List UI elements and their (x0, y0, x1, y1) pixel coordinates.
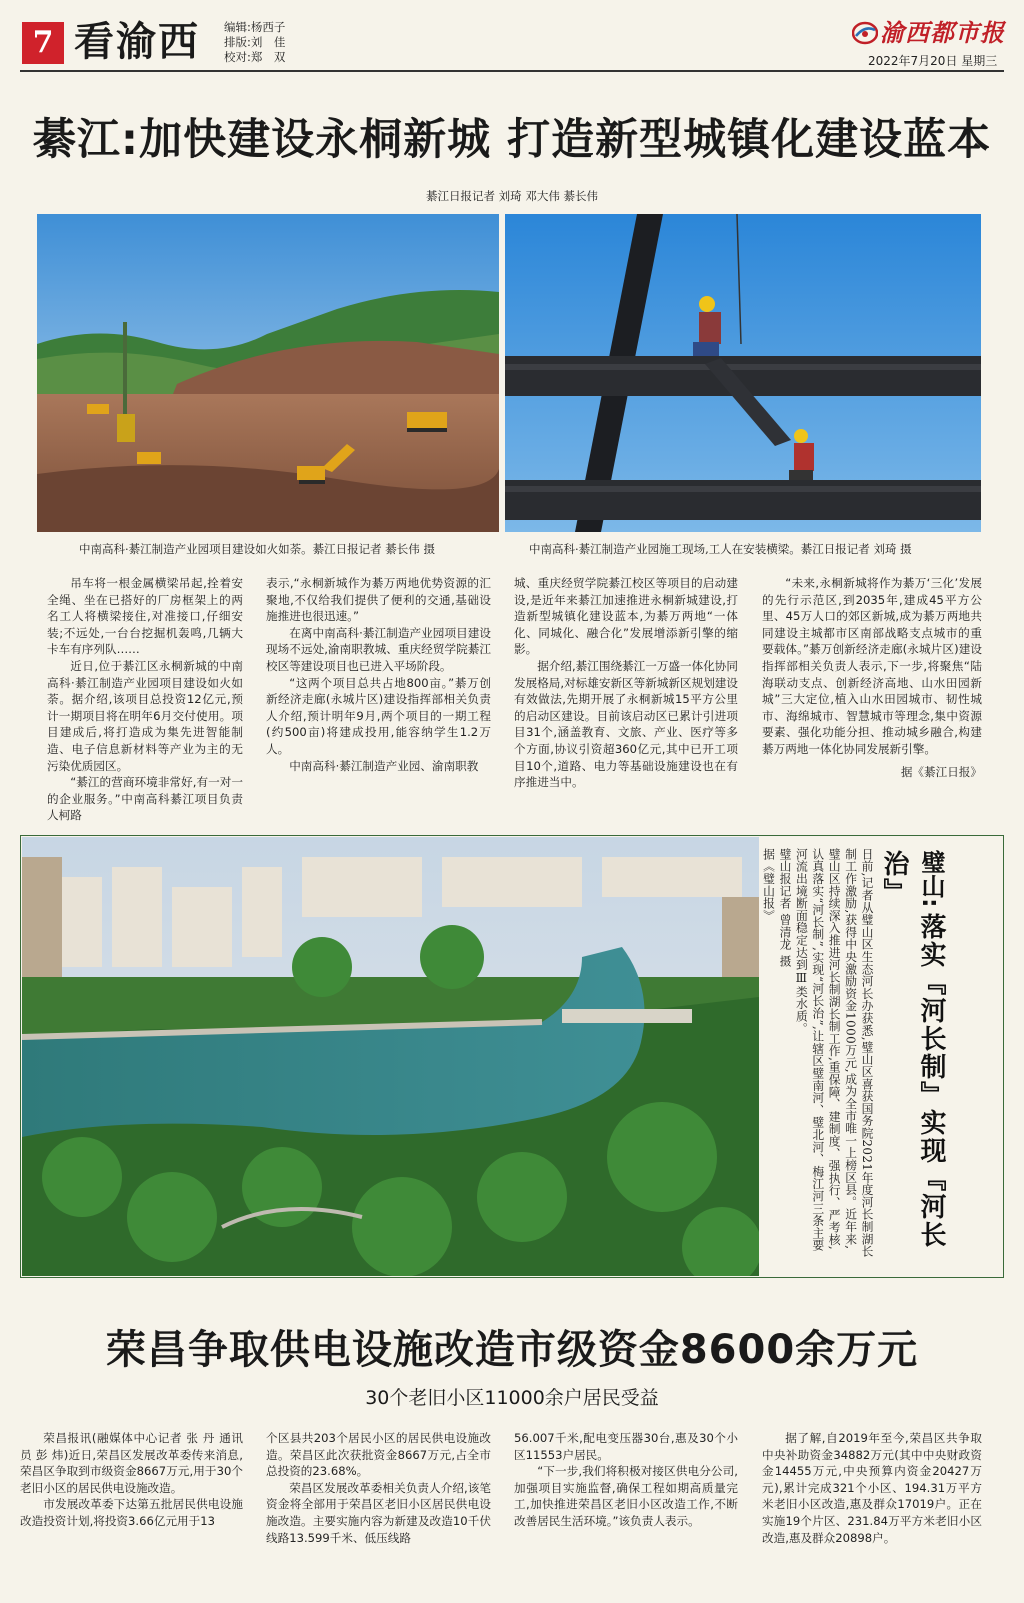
bishan-story-text (761, 848, 875, 1260)
paragraph: 中南高科·綦江制造产业园、渝南职教 (289, 758, 479, 773)
paragraph: “綦江的营商环境非常好,有一对一的企业服务。”中南高科綦江项目负责人柯路 (47, 775, 243, 823)
story1-source: 据《綦江日报》 (900, 764, 982, 779)
editor-line: 编辑:杨西子 (224, 20, 286, 34)
bishan-body: 日前,记者从璧山区生态河长办获悉,璧山区喜获国务院2021年度河长制湖长制工作激励,获得中央激励资金1000万元,成为全市唯一上榜区县。近年来,璧山区持续深入推进河长制湖长制工作,重保障、建制度、强执行、严考核,认真落实“河长制”,实现“河长治”,让辖区璧南河、璧北河、梅江河三条主要河流出境断面稳定达到Ⅲ类水质。 (794, 848, 874, 1258)
photo-construction-site (37, 214, 499, 532)
photo-bishan-river-aerial (22, 837, 759, 1276)
story3-column-3 (514, 1430, 738, 1530)
photo-steel-beams (505, 214, 981, 532)
story3-column-4 (762, 1430, 982, 1546)
paragraph (20, 1430, 243, 1496)
section-title: 看渝西 (74, 18, 200, 65)
dateline: 荣昌报讯(融媒体中心记者 张 丹 通讯员 彭 炜) (20, 1431, 243, 1462)
story1-column-1 (47, 575, 243, 824)
subhead-rongchang: 30个老旧小区11000余户居民受益 (365, 1387, 659, 1409)
photo2-caption: 中南高科·綦江制造产业园施工现场,工人在安装横梁。綦江日报记者 刘琦 摄 (529, 542, 912, 556)
headline-rongchang: 荣昌争取供电设施改造市级资金8600余万元 (105, 1327, 919, 1373)
paragraph: “未来,永桐新城将作为綦万‘三化’发展的先行示范区,到2035年,建成45平方公里、45万人口的郊区新城,成为綦万两地共同建设主城都市区南部战略支点城市的重要载体。”綦万创新经济走廊(永城片区)建设指挥部相关负责人表示,下一步,将聚焦“陆海联动支点、创新经济高地、山水田园新城”三大定位,植入山水田园城市、韧性城市、海绵城市、智慧城市等理念,集中资源要素、强化功能分担、推动城乡融合,构建綦万两地一体化协同发展新引擎。 (762, 576, 982, 756)
paragraph: 市发展改革委下达第五批居民供电设施改造投资计划,将投资3.66亿元用于13 (20, 1497, 243, 1528)
paragraph: 在离中南高科·綦江制造产业园项目建设现场不远处,渝南职教城、重庆经贸学院綦江校区等建设项目也已进入平场阶段。 (266, 625, 491, 673)
masthead-rule (20, 70, 1004, 72)
story1-column-3 (514, 575, 738, 791)
photo1-caption: 中南高科·綦江制造产业园项目建设如火如荼。綦江日报记者 綦长伟 摄 (79, 542, 435, 556)
paragraph: 荣昌区发展改革委相关负责人介绍,该笔资金将全部用于荣昌区老旧小区居民供电设施改造。主要实施内容为新建及改造10千伏线路13.599千米、低压线路 (266, 1480, 491, 1545)
proof-line: 校对:郑 双 (224, 50, 286, 64)
issue-date: 2022年7月20日 星期三 (868, 54, 998, 68)
paragraph: 城、重庆经贸学院綦江校区等项目的启动建设,是近年来綦江加速推进永桐新城建设,打造新型城镇化建设蓝本,为綦万两地“一体化、同城化、融合化”发展增添新引擎的缩影。 (514, 576, 738, 657)
paragraph: 个区县共203个居民小区的居民供电设施改造。荣昌区此次获批资金8667万元,占全市总投资的23.68%。 (266, 1431, 491, 1479)
bishan-headline-place: 璧山: (917, 850, 945, 908)
paragraph: 据介绍,綦江围绕綦江一万盛一体化协同发展格局,对标雄安新区等新城新区规划建设有效做法,先期开展了永桐新城15平方公里的启动区建设。目前该启动区已累计引进项目31个,涵盖教育、文旅、产业、医疗等多个方面,协议引资超360亿元,其中已开工项目10个,道路、电力等基础设施建设也在有序推进当中。 (514, 658, 738, 790)
story3-column-2 (266, 1430, 491, 1546)
story1-column-4 (762, 575, 982, 780)
story1-column-2 (266, 575, 491, 774)
paragraph: 表示,“永桐新城作为綦万两地优势资源的汇聚地,不仅给我们提供了便利的交通,基础设施推进也很迅速。” (266, 576, 491, 624)
page-number-badge: 7 (22, 22, 64, 64)
bishan-source: 据《璧山报》 (761, 848, 776, 922)
paragraph: 56.007千米,配电变压器30台,惠及30个小区11553户居民。 (514, 1431, 738, 1462)
bishan-credit: 璧山报记者 曾清龙 摄 (777, 848, 792, 968)
story3-column-1 (20, 1430, 243, 1530)
paragraph: 据了解,自2019年至今,荣昌区共争取中央补助资金34882万元(其中中央财政资金14455万元,中央预算内资金20427万元),累计完成321个小区、194.31万平方米老旧小区改造,惠及群众17019户。正在实施19个片区、231.84万平方米老旧小区改造,惠及群众20898户。 (762, 1431, 982, 1545)
editor-credits (224, 20, 285, 65)
byline-qijiang: 綦江日报记者 刘琦 邓大伟 綦长伟 (426, 189, 598, 203)
paper-name: 渝西都市报 (880, 18, 1005, 47)
paragraph: “下一步,我们将积极对接区供电分公司,加强项目实施监督,确保工程如期高质量完工,加快推进荣昌区老旧小区改造工作,不断改善居民生活环境。”该负责人表示。 (514, 1464, 738, 1528)
layout-line: 排版:刘 佳 (224, 35, 286, 49)
paragraph: “这两个项目总共占地800亩。”綦万创新经济走廊(永城片区)建设指挥部相关负责人介绍,预计明年9月,两个项目的一期工程(约500亩)将建成投用,能容纳学生1.2万人。 (266, 675, 491, 756)
paragraph: 吊车将一根金属横梁吊起,拴着安全绳、坐在已搭好的厂房框架上的两名工人将横梁接住,对准接口,仔细安装;不远处,一台台挖掘机轰鸣,几辆大卡车有序列队…… (47, 576, 243, 657)
bishan-headline-main: 落实『河长制』实现『河长治』 (879, 850, 946, 1250)
bishan-headline (879, 850, 950, 1260)
paper-logo-icon (852, 21, 878, 45)
paragraph-text: 近日,荣昌区发展改革委传来消息,荣昌区争取到市级资金8667万元,用于30个老旧小区的居民供电设施改造。 (20, 1447, 243, 1495)
headline-qijiang: 綦江:加快建设永桐新城 打造新型城镇化建设蓝本 (32, 115, 992, 165)
paragraph: 近日,位于綦江区永桐新城的中南高科·綦江制造产业园项目建设如火如荼。据介绍,该项目总投资12亿元,预计一期项目将在明年6月交付使用。项目建成后,将打造成为集先进智能制造、电子信息新材料等产业为主的无污染优质园区。 (47, 658, 243, 773)
